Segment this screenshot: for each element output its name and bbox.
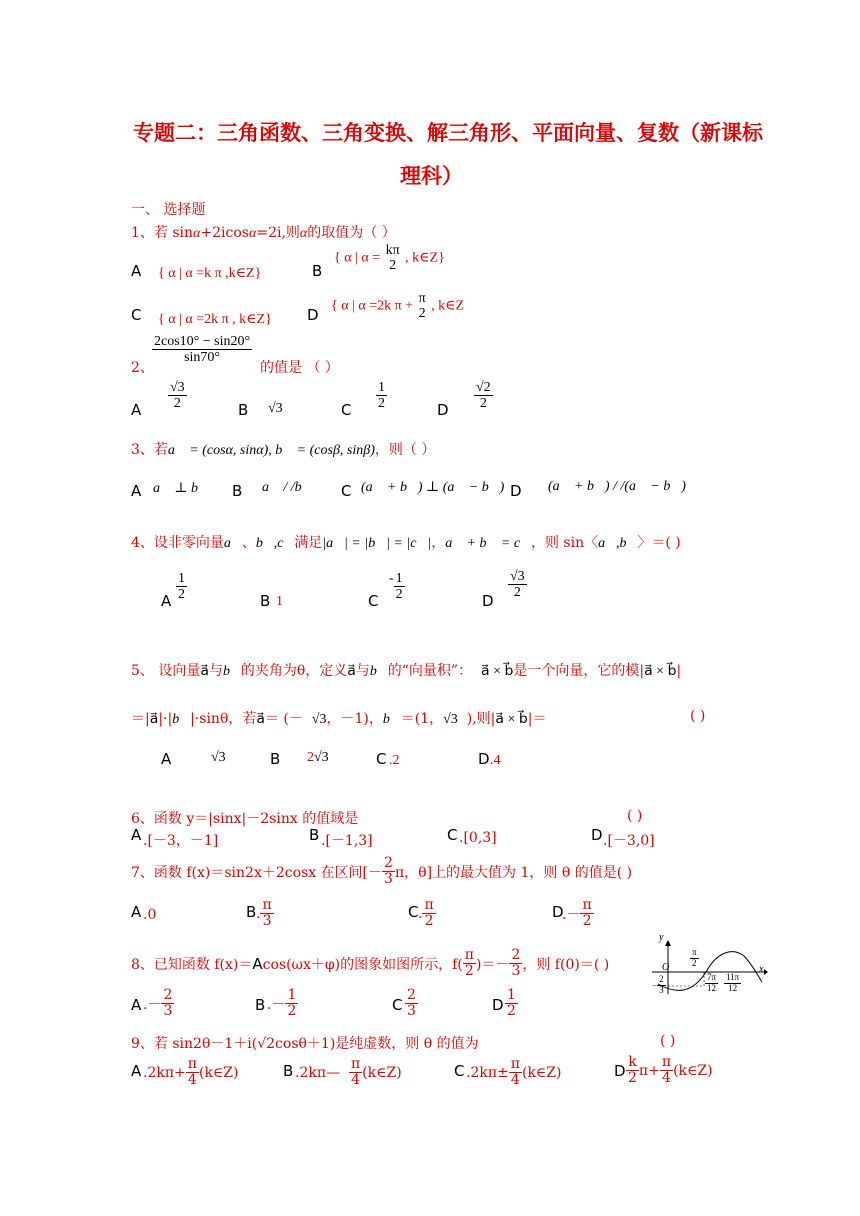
q4-option-b: 1 xyxy=(276,594,283,609)
q2-option-d-label[interactable]: D xyxy=(437,401,449,419)
q1-option-b-label[interactable]: B xyxy=(312,262,323,280)
question-8-stem: 8、已知函数 f(x)＝Acos(ωx＋φ)的图象如图所示，f( $\frac{\pi}{2}$ )＝－ $\frac{2}{3}$ ，则 f(0)＝( ) xyxy=(131,947,610,980)
question-3-stem: 3、若a⃗ = (cosα, sinα), b⃗ = (cosβ, sinβ)，则（ ） xyxy=(131,442,436,458)
q4-option-d: $\frac{√3}{2}$ xyxy=(510,569,525,601)
question-5-line2: ＝|a⃗|·|b⃗|·sinθ，若a⃗＝ (－ √3，－1)，b⃗＝(1，√3 ),则|a⃗ × b⃗|＝ xyxy=(131,711,547,727)
question-2-number: 2、 xyxy=(131,360,154,376)
q2-option-d: $\frac{√2}{2}$ xyxy=(476,380,491,412)
question-7-stem: 7、函数 f(x)＝sin2x＋2cosx 在区间[－ $\frac{2}{3}$ π，θ]上的最大值为 1，则 θ 的值是( ) xyxy=(131,855,633,888)
q8-graph-x-label: x xyxy=(759,964,764,975)
q8-graph-origin: O xyxy=(662,962,670,973)
x-axis-arrow xyxy=(764,969,768,975)
q8-option-c-label[interactable]: C xyxy=(392,996,403,1014)
q7-option-b-label[interactable]: B xyxy=(246,903,257,921)
page-title-line2: 理科） xyxy=(400,164,463,188)
q7-option-a: .0 xyxy=(143,907,157,923)
question-1-stem: 1、若 sinα+2icosα=2i,则α的取值为（ ） xyxy=(131,225,396,241)
question-9-paren: ( ) xyxy=(660,1033,676,1049)
q8-option-c: $\frac{2}{3}$ xyxy=(407,987,416,1020)
q3-option-c-label[interactable]: C xyxy=(341,482,352,500)
q2-option-a: $\frac{√3}{2}$ xyxy=(170,380,185,412)
q9-option-b: .2kπ— $\frac{\pi}{4}$ (k∈Z) xyxy=(295,1056,402,1089)
q5-option-c-label[interactable]: C xyxy=(376,750,387,768)
question-2-fraction: $\frac{2\cos 10^\circ - \sin 20^\circ}{\sin 70^\circ}$ xyxy=(154,334,251,366)
q1-option-b: { α | α = kπ 2 , k∈Z} xyxy=(334,243,445,274)
q5-option-d-label[interactable]: D xyxy=(478,750,490,768)
q5-option-b-label[interactable]: B xyxy=(270,750,281,768)
q6-option-a-label[interactable]: A xyxy=(131,826,142,844)
q9-option-d-label[interactable]: D xyxy=(614,1062,626,1080)
q4-option-c-label[interactable]: C xyxy=(368,592,379,610)
q3-option-b-label[interactable]: B xyxy=(232,482,243,500)
q9-option-c-label[interactable]: C xyxy=(454,1062,465,1080)
q3-option-d: (a⃗ + b⃗) / /(a⃗ − b⃗) xyxy=(548,479,686,494)
q6-option-b-label[interactable]: B xyxy=(309,826,320,844)
q8-option-d-label[interactable]: D xyxy=(492,996,504,1014)
q8-graph-seven-pi-twelfths: $\frac{7\pi}{12}$ xyxy=(707,972,717,993)
q8-option-a: .－ $\frac{2}{3}$ xyxy=(143,987,173,1020)
q7-option-d-label[interactable]: D xyxy=(552,903,564,921)
q6-option-d: .[－3,0] xyxy=(603,833,655,849)
question-4-stem: 4、设非零向量a⃗、b⃗,c⃗满足|a⃗| = |b⃗| = |c⃗|，a⃗ + b⃗ = c⃗，则 sin〈a⃗,b⃗〉＝( ) xyxy=(131,535,681,551)
q5-option-a: √3 xyxy=(211,750,226,765)
q6-option-c: .[0,3] xyxy=(459,830,497,846)
q8-graph-y-label: y xyxy=(659,932,664,943)
q7-option-a-label[interactable]: A xyxy=(131,903,142,921)
q9-option-a-label[interactable]: A xyxy=(131,1062,142,1080)
q8-option-b-label[interactable]: B xyxy=(255,996,266,1014)
q3-option-a-label[interactable]: A xyxy=(131,482,142,500)
q6-option-c-label[interactable]: C xyxy=(447,826,458,844)
q3-option-c: (a⃗ + b⃗) ⊥ (a⃗ − b⃗) xyxy=(361,480,505,495)
q2-option-c-label[interactable]: C xyxy=(341,401,352,419)
q5-option-c: .2 xyxy=(389,753,400,768)
q5-option-d: .4 xyxy=(490,753,501,768)
q5-option-b: 2√3 xyxy=(307,750,329,765)
question-5-line1: 5、 设向量a⃗与b⃗的夹角为θ，定义a⃗与b⃗的“向量积”： a⃗ × b⃗是一个向量，它的模|a⃗ × b⃗| xyxy=(131,663,682,679)
q9-option-c: .2kπ± $\frac{\pi}{4}$ (k∈Z) xyxy=(466,1056,562,1089)
q5-option-a-label[interactable]: A xyxy=(161,750,172,768)
q7-option-b: . $\frac{\pi}{3}$ xyxy=(256,897,272,930)
q7-option-c: . $\frac{\pi}{2}$ xyxy=(418,897,434,930)
q4-option-c: - $\frac{1}{2}$ xyxy=(389,571,403,603)
q8-option-b: .－ $\frac{1}{2}$ xyxy=(267,987,297,1020)
q7-option-d: .－ $\frac{\pi}{2}$ xyxy=(562,897,592,930)
q1-option-d: { α | α =2k π + π 2 , k∈Z xyxy=(331,291,465,322)
q1-option-d-label[interactable]: D xyxy=(307,306,319,324)
q6-option-a: .[－3，－1] xyxy=(143,833,219,849)
q9-option-a: .2kπ+ $\frac{\pi}{4}$ (k∈Z) xyxy=(143,1056,239,1089)
q8-option-d: $\frac{1}{2}$ xyxy=(507,987,516,1020)
q9-option-b-label[interactable]: B xyxy=(283,1062,294,1080)
q4-option-b-label[interactable]: B xyxy=(260,592,271,610)
q8-graph-pi-half: $\frac{\pi}{2}$ xyxy=(692,947,697,968)
question-5-paren: ( ) xyxy=(690,708,706,724)
q6-option-d-label[interactable]: D xyxy=(591,826,603,844)
q2-option-b: √3 xyxy=(268,401,283,416)
q2-option-b-label[interactable]: B xyxy=(238,401,249,419)
q3-option-b: a⃗ / /b⃗ xyxy=(262,480,313,495)
page-title: 专题二：三角函数、三角变换、解三角形、平面向量、复数（新课标 xyxy=(133,121,763,145)
question-2-stem: 的值是 （ ） xyxy=(260,360,339,376)
y-axis-arrow xyxy=(665,940,671,946)
q7-option-c-label[interactable]: C xyxy=(408,903,419,921)
q1-option-a: { α | α =k π ,k∈Z} xyxy=(158,266,262,281)
q8-option-a-label[interactable]: A xyxy=(131,996,142,1014)
q9-option-d: $\frac{k}{2}$ π+ $\frac{\pi}{4}$ (k∈Z) xyxy=(628,1054,713,1087)
q3-option-a: a⃗ ⊥ b⃗ xyxy=(153,481,209,496)
q4-option-d-label[interactable]: D xyxy=(482,592,494,610)
q6-option-b: .[－1,3] xyxy=(321,833,373,849)
q3-option-d-label[interactable]: D xyxy=(510,482,522,500)
q4-option-a-label[interactable]: A xyxy=(161,592,172,610)
section-heading: 一、 选择题 xyxy=(131,202,206,218)
q8-graph-eleven-pi-twelfths: $\frac{11\pi}{12}$ xyxy=(726,972,740,993)
q1-option-c: { α | α =2k π , k∈Z} xyxy=(158,312,272,327)
question-6-paren: ( ) xyxy=(627,808,643,824)
q8-graph-neg-two-thirds: − $\frac{2}{3}$ xyxy=(652,974,664,995)
q4-option-a: $\frac{1}{2}$ xyxy=(178,571,185,603)
question-6-stem: 6、函数 y＝|sinx|－2sinx 的值域是 xyxy=(131,811,359,827)
q2-option-c: $\frac{1}{2}$ xyxy=(378,380,385,412)
q1-option-a-label[interactable]: A xyxy=(131,262,142,280)
q2-option-a-label[interactable]: A xyxy=(131,401,142,419)
question-9-stem: 9、若 sin2θ－1＋i(√2cosθ＋1)是纯虚数，则 θ 的值为 xyxy=(131,1036,479,1052)
q1-option-c-label[interactable]: C xyxy=(131,306,142,324)
